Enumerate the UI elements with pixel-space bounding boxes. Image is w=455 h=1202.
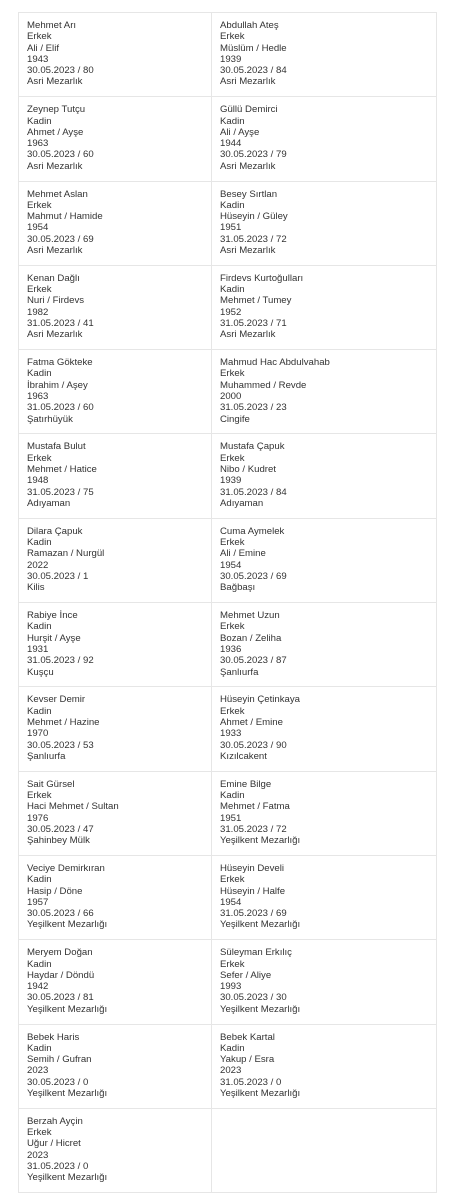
record-burial-place: Yeşilkent Mezarlığı: [27, 1003, 108, 1015]
record-birth-year: 2000: [220, 391, 242, 403]
record-burial-place: Asri Mezarlık: [220, 329, 276, 341]
record-parents: Muhammed / Revde: [220, 379, 307, 391]
record-birth-year: 1954: [220, 896, 242, 908]
record-name: Fatma Gökteke: [27, 357, 93, 369]
record-cell: [19, 350, 212, 434]
record-birth-year: 1954: [27, 222, 49, 234]
record-death-date-age: 31.05.2023 / 75: [27, 486, 94, 498]
record-burial-place: Cingife: [220, 413, 250, 425]
record-parents: Nibo / Kudret: [220, 464, 276, 476]
record-birth-year: 2023: [220, 1065, 242, 1077]
record-burial-place: Şatırhüyük: [27, 413, 73, 425]
record-death-date-age: 30.05.2023 / 30: [220, 992, 287, 1004]
record-name: Emine Bilge: [220, 778, 272, 790]
record-parents: Müslüm / Hedle: [220, 42, 287, 54]
record-gender: Kadin: [27, 368, 52, 380]
record-cell: [19, 856, 212, 940]
record-birth-year: 2023: [27, 1065, 49, 1077]
records-grid: [18, 12, 437, 1193]
record-name: Kenan Dağlı: [27, 272, 80, 284]
record-parents: Ali / Ayşe: [220, 126, 260, 138]
record-cell: [19, 772, 212, 856]
record-burial-place: Yeşilkent Mezarlığı: [27, 919, 108, 931]
record-burial-place: Yeşilkent Mezarlığı: [220, 835, 301, 847]
record-burial-place: Şahinbey Mülk: [27, 835, 90, 847]
record-name: Güllü Demirci: [220, 104, 278, 116]
record-birth-year: 1963: [27, 138, 49, 150]
record-cell: [19, 182, 212, 266]
record-name: Mehmet Arı: [27, 20, 77, 31]
record-parents: Hasip / Döne: [27, 885, 83, 897]
record-parents: Mahmut / Hamide: [27, 211, 103, 223]
record-death-date-age: 31.05.2023 / 41: [27, 318, 94, 330]
record-gender: Erkek: [27, 284, 52, 296]
record-name: Mehmet Aslan: [27, 188, 88, 200]
record-birth-year: 1963: [27, 391, 49, 403]
record-cell: [19, 1109, 212, 1193]
record-burial-place: Yeşilkent Mezarlığı: [220, 1003, 301, 1015]
record-gender: Kadin: [220, 1042, 245, 1054]
record-parents: Sefer / Aliye: [220, 969, 272, 981]
record-death-date-age: 30.05.2023 / 66: [27, 908, 94, 920]
record-name: Kevser Demir: [27, 694, 86, 706]
record-birth-year: 1952: [220, 306, 242, 318]
record-death-date-age: 30.05.2023 / 69: [220, 570, 287, 582]
record-burial-place: Şanlıurfa: [27, 750, 66, 762]
record-name: Hüseyin Develi: [220, 862, 284, 874]
record-birth-year: 1957: [27, 896, 49, 908]
record-gender: Kadin: [27, 958, 52, 970]
record-gender: Erkek: [220, 621, 245, 633]
record-gender: Kadin: [27, 115, 52, 127]
record-burial-place: Şanlıurfa: [220, 666, 259, 678]
record-death-date-age: 31.05.2023 / 71: [220, 318, 287, 330]
record-death-date-age: 31.05.2023 / 72: [220, 823, 287, 835]
record-birth-year: 1982: [27, 306, 49, 318]
record-parents: Ali / Emine: [220, 548, 266, 560]
record-birth-year: 2023: [27, 1149, 49, 1161]
record-parents: Ahmet / Emine: [220, 716, 283, 728]
record-death-date-age: 30.05.2023 / 47: [27, 823, 94, 835]
record-death-date-age: 31.05.2023 / 60: [27, 402, 94, 414]
record-gender: Erkek: [220, 874, 245, 886]
record-name: Dilara Çapuk: [27, 525, 83, 537]
record-birth-year: 1976: [27, 812, 49, 824]
record-parents: Ramazan / Nurgül: [27, 548, 105, 560]
record-burial-place: Adıyaman: [27, 497, 71, 509]
record-birth-year: 1944: [220, 138, 242, 150]
record-parents: Nuri / Firdevs: [27, 295, 85, 307]
record-name: Rabiye İnce: [27, 610, 78, 622]
record-birth-year: 1948: [27, 475, 49, 487]
record-gender: Kadin: [220, 199, 245, 211]
record-burial-place: Adıyaman: [220, 497, 264, 509]
record-death-date-age: 31.05.2023 / 0: [220, 1076, 282, 1088]
record-death-date-age: 30.05.2023 / 90: [220, 739, 287, 751]
record-parents: Mehmet / Hatice: [27, 464, 97, 476]
record-death-date-age: 30.05.2023 / 1: [27, 570, 89, 582]
record-gender: Kadin: [220, 789, 245, 801]
record-name: Mahmud Hac Abdulvahab: [220, 357, 330, 369]
record-name: Besey Sırtlan: [220, 188, 278, 200]
record-birth-year: 1951: [220, 812, 242, 824]
record-death-date-age: 30.05.2023 / 79: [220, 149, 287, 161]
record-cell: [212, 687, 437, 771]
record-parents: Ali / Elif: [27, 42, 59, 54]
record-burial-place: Asri Mezarlık: [27, 160, 83, 172]
record-name: Sait Gürsel: [27, 778, 75, 790]
record-burial-place: Yeşilkent Mezarlığı: [27, 1088, 108, 1100]
record-death-date-age: 30.05.2023 / 80: [27, 65, 94, 77]
record-gender: Kadin: [27, 621, 52, 633]
record-burial-place: Asri Mezarlık: [220, 160, 276, 172]
record-death-date-age: 30.05.2023 / 60: [27, 149, 94, 161]
record-gender: Erkek: [220, 368, 245, 380]
record-birth-year: 1933: [220, 728, 242, 740]
record-burial-place: Kilis: [27, 582, 45, 594]
record-gender: Kadin: [27, 705, 52, 717]
record-name: Meryem Doğan: [27, 947, 93, 959]
record-name: Veciye Demirkıran: [27, 862, 105, 874]
record-parents: Mehmet / Fatma: [220, 801, 290, 813]
record-birth-year: 1970: [27, 728, 49, 740]
record-gender: Erkek: [220, 31, 245, 43]
record-burial-place: Bağbaşı: [220, 582, 256, 594]
record-birth-year: 1931: [27, 643, 49, 655]
record-name: Süleyman Erkılıç: [220, 947, 292, 959]
record-parents: Yakup / Esra: [220, 1054, 275, 1066]
record-name: Bebek Haris: [27, 1031, 80, 1043]
record-cell: [212, 97, 437, 181]
record-cell: [19, 940, 212, 1024]
record-gender: Erkek: [220, 452, 245, 464]
record-gender: Erkek: [220, 537, 245, 549]
record-parents: İbrahim / Aşey: [27, 379, 88, 391]
record-parents: Hüseyin / Halfe: [220, 885, 286, 897]
record-cell: [19, 687, 212, 771]
record-birth-year: 1993: [220, 981, 242, 993]
record-gender: Erkek: [27, 452, 52, 464]
record-cell: [212, 772, 437, 856]
record-death-date-age: 31.05.2023 / 23: [220, 402, 287, 414]
record-gender: Kadin: [220, 115, 245, 127]
record-name: Hüseyin Çetinkaya: [220, 694, 300, 706]
record-cell: [212, 350, 437, 434]
record-cell: [212, 1025, 437, 1109]
record-burial-place: Kızılcakent: [220, 750, 267, 762]
record-name: Mehmet Uzun: [220, 610, 280, 622]
record-burial-place: Yeşilkent Mezarlığı: [27, 1172, 108, 1184]
record-parents: Ahmet / Ayşe: [27, 126, 84, 138]
record-parents: Uğur / Hicret: [27, 1138, 81, 1150]
record-birth-year: 1936: [220, 643, 242, 655]
record-cell: [212, 434, 437, 518]
record-burial-place: Asri Mezarlık: [220, 245, 276, 257]
record-burial-place: Asri Mezarlık: [27, 245, 83, 257]
record-death-date-age: 31.05.2023 / 72: [220, 233, 287, 245]
record-name: Bebek Kartal: [220, 1031, 275, 1043]
record-parents: Haydar / Döndü: [27, 969, 95, 981]
record-death-date-age: 31.05.2023 / 0: [27, 1161, 89, 1173]
record-name: Firdevs Kurtoğulları: [220, 272, 304, 284]
record-cell: [212, 13, 437, 97]
record-death-date-age: 30.05.2023 / 0: [27, 1076, 89, 1088]
record-cell: [212, 519, 437, 603]
record-birth-year: 1951: [220, 222, 242, 234]
record-death-date-age: 30.05.2023 / 81: [27, 992, 94, 1004]
record-cell: [19, 519, 212, 603]
record-cell: [212, 940, 437, 1024]
record-cell: [19, 1025, 212, 1109]
record-name: Cuma Aymelek: [220, 525, 285, 537]
record-burial-place: Asri Mezarlık: [27, 76, 83, 88]
record-death-date-age: 30.05.2023 / 53: [27, 739, 94, 751]
record-death-date-age: 30.05.2023 / 84: [220, 65, 287, 77]
record-gender: Kadin: [27, 537, 52, 549]
record-parents: Bozan / Zeliha: [220, 632, 282, 644]
record-birth-year: 2022: [27, 559, 49, 571]
record-death-date-age: 30.05.2023 / 69: [27, 233, 94, 245]
record-parents: Haci Mehmet / Sultan: [27, 801, 119, 813]
record-gender: Kadin: [27, 1042, 52, 1054]
record-cell: [212, 266, 437, 350]
record-gender: Kadin: [27, 874, 52, 886]
record-name: Berzah Ayçin: [27, 1115, 83, 1127]
record-name: Zeynep Tutçu: [27, 104, 86, 116]
record-burial-place: Yeşilkent Mezarlığı: [220, 1088, 301, 1100]
record-burial-place: Asri Mezarlık: [27, 329, 83, 341]
record-gender: Kadin: [220, 284, 245, 296]
record-death-date-age: 31.05.2023 / 84: [220, 486, 287, 498]
record-cell: [19, 266, 212, 350]
record-birth-year: 1943: [27, 53, 49, 65]
empty-cell: [212, 1109, 437, 1193]
record-name: Mustafa Bulut: [27, 441, 86, 453]
record-parents: Semih / Gufran: [27, 1054, 92, 1066]
record-gender: Erkek: [27, 199, 52, 211]
record-burial-place: Kuşçu: [27, 666, 54, 678]
record-birth-year: 1939: [220, 53, 242, 65]
record-cell: [19, 13, 212, 97]
record-death-date-age: 31.05.2023 / 69: [220, 908, 287, 920]
record-cell: [212, 603, 437, 687]
record-gender: Erkek: [220, 958, 245, 970]
record-birth-year: 1942: [27, 981, 49, 993]
record-parents: Hüseyin / Güley: [220, 211, 288, 223]
record-burial-place: Asri Mezarlık: [220, 76, 276, 88]
record-death-date-age: 30.05.2023 / 87: [220, 655, 287, 667]
record-cell: [212, 182, 437, 266]
record-parents: Hurşit / Ayşe: [27, 632, 81, 644]
record-gender: Erkek: [27, 1127, 52, 1139]
record-name: Abdullah Ateş: [220, 20, 279, 31]
record-name: Mustafa Çapuk: [220, 441, 285, 453]
record-birth-year: 1939: [220, 475, 242, 487]
record-birth-year: 1954: [220, 559, 242, 571]
record-death-date-age: 31.05.2023 / 92: [27, 655, 94, 667]
record-gender: Erkek: [27, 31, 52, 43]
record-gender: Erkek: [27, 789, 52, 801]
record-parents: Mehmet / Hazine: [27, 716, 100, 728]
record-burial-place: Yeşilkent Mezarlığı: [220, 919, 301, 931]
record-cell: [19, 97, 212, 181]
record-cell: [19, 434, 212, 518]
record-parents: Mehmet / Tumey: [220, 295, 292, 307]
record-cell: [19, 603, 212, 687]
record-gender: Erkek: [220, 705, 245, 717]
record-cell: [212, 856, 437, 940]
